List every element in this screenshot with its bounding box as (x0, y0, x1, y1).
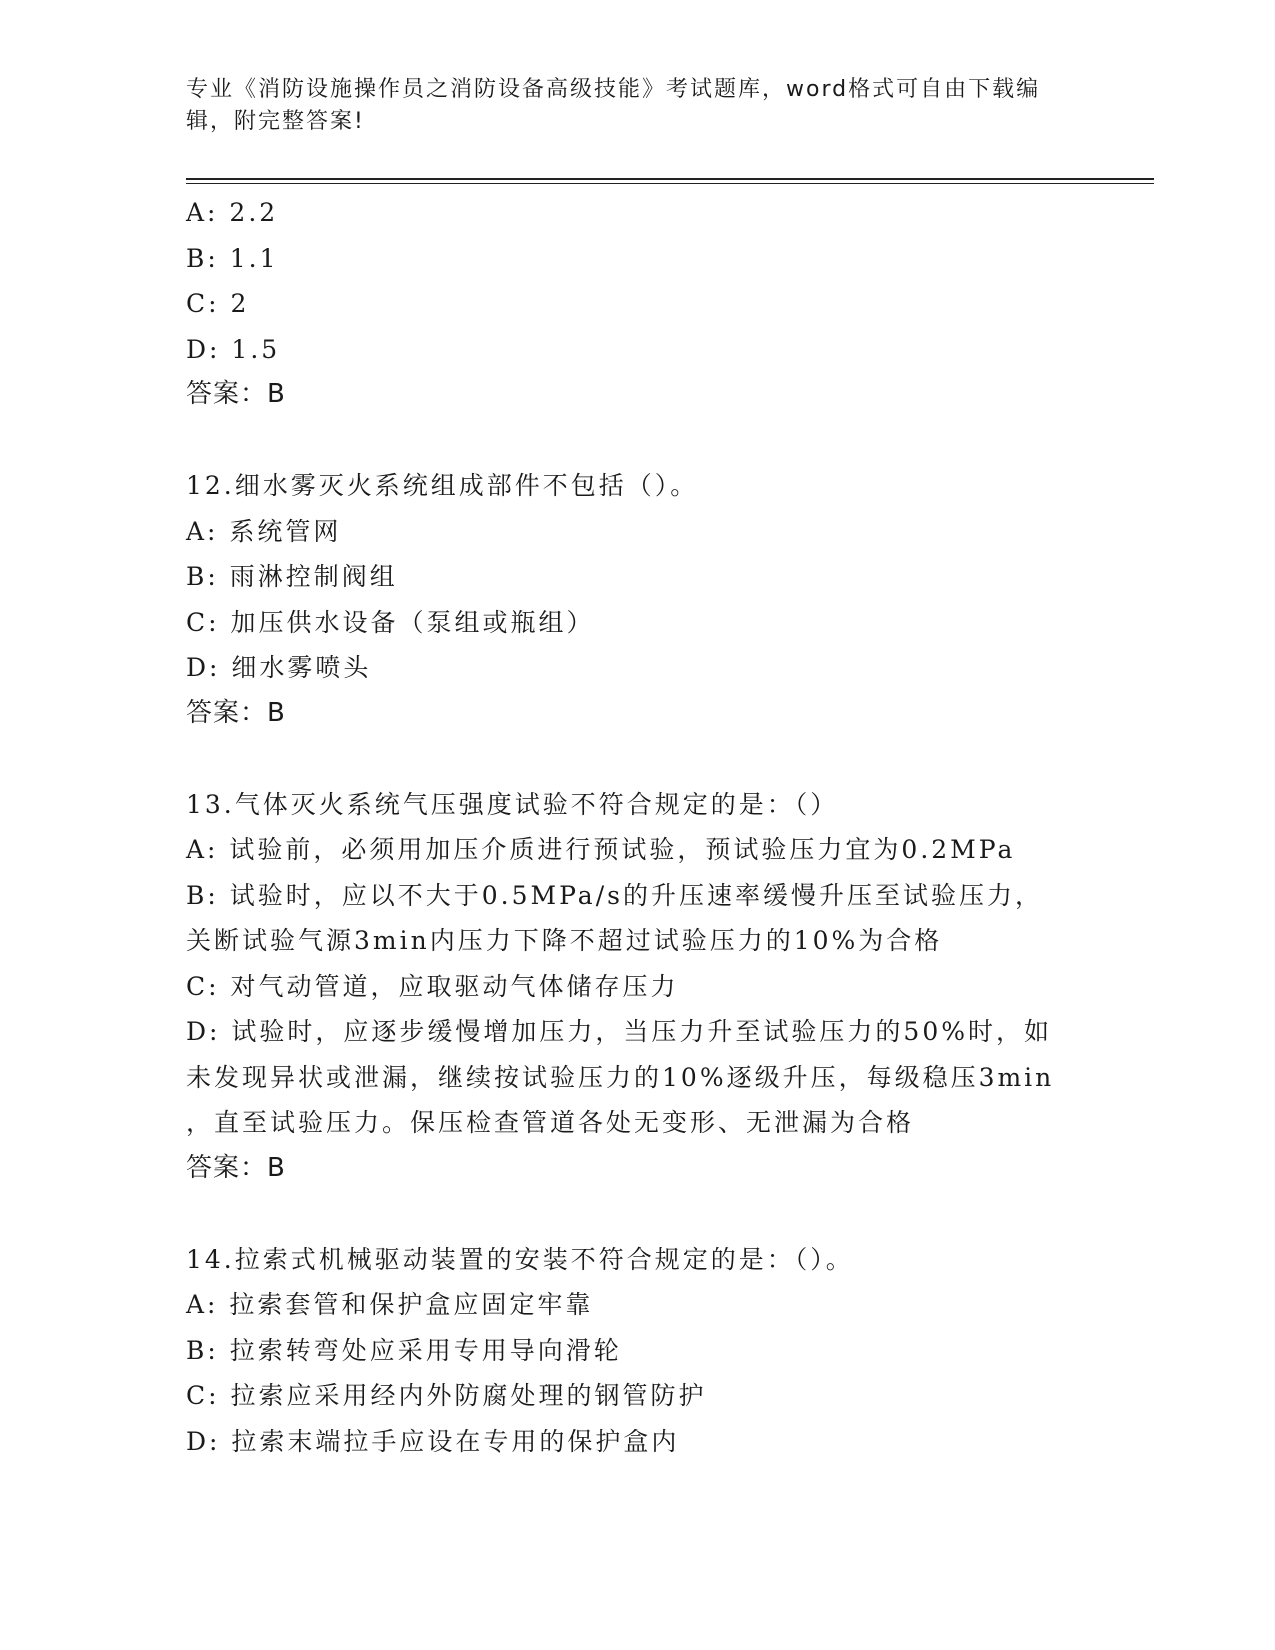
option-a: A: 2.2 (186, 198, 279, 227)
option-d: D: 细水雾喷头 (186, 653, 372, 682)
option-b: B: 1.1 (186, 243, 279, 273)
option-b-line-1: B: 试验时，应以不大于0.5MPa/s的升压速率缓慢升压至试验压力， (186, 880, 1043, 910)
document-body (186, 190, 1066, 1464)
answer: 答案：B (186, 1152, 286, 1183)
option-c: C: 加压供水设备（泵组或瓶组） (186, 607, 595, 637)
option-d-line-3: ，直至试验压力。保压检查管道各处无变形、无泄漏为合格 (186, 1108, 915, 1137)
option-c: C: 拉索应采用经内外防腐处理的钢管防护 (186, 1381, 707, 1410)
question-stem: 13.气体灭火系统气压强度试验不符合规定的是：（） (186, 789, 839, 819)
prev-question (186, 190, 1066, 418)
option-a: A: 拉索套管和保护盒应固定牢靠 (186, 1290, 594, 1319)
page-header: 专业《消防设施操作员之消防设备高级技能》考试题库，word格式可自由下载编辑，附完整答案! (186, 77, 1041, 134)
option-b: B: 雨淋控制阀组 (186, 562, 398, 591)
option-c: C: 对气动管道，应取驱动气体储存压力 (186, 971, 679, 1001)
option-d: D: 拉索末端拉手应设在专用的保护盒内 (186, 1426, 680, 1456)
option-d-line-2: 未发现异状或泄漏，继续按试验压力的10%逐级升压，每级稳压3min (186, 1062, 1055, 1092)
option-b: B: 拉索转弯处应采用专用导向滑轮 (186, 1335, 622, 1365)
question-12 (186, 463, 1066, 736)
question-14 (186, 1237, 1066, 1465)
question-stem: 12.细水雾灭火系统组成部件不包括（）。 (186, 471, 699, 500)
question-stem: 14.拉索式机械驱动装置的安装不符合规定的是：（）。 (186, 1244, 854, 1274)
option-d: D: 1.5 (186, 334, 281, 364)
answer: 答案：B (186, 697, 286, 728)
option-d-line-1: D: 试验时，应逐步缓慢增加压力，当压力升至试验压力的50%时，如 (186, 1017, 1052, 1046)
option-c: C: 2 (186, 289, 250, 318)
option-b-line-2: 关断试验气源3min内压力下降不超过试验压力的10%为合格 (186, 926, 943, 955)
answer: 答案：B (186, 379, 286, 409)
header-rule-thin (186, 183, 1154, 184)
option-a: A: 试验前，必须用加压介质进行预试验，预试验压力宜为0.2MPa (186, 835, 1016, 864)
header-rule-thick (186, 178, 1154, 180)
option-a: A: 系统管网 (186, 516, 342, 546)
question-13 (186, 782, 1066, 1192)
